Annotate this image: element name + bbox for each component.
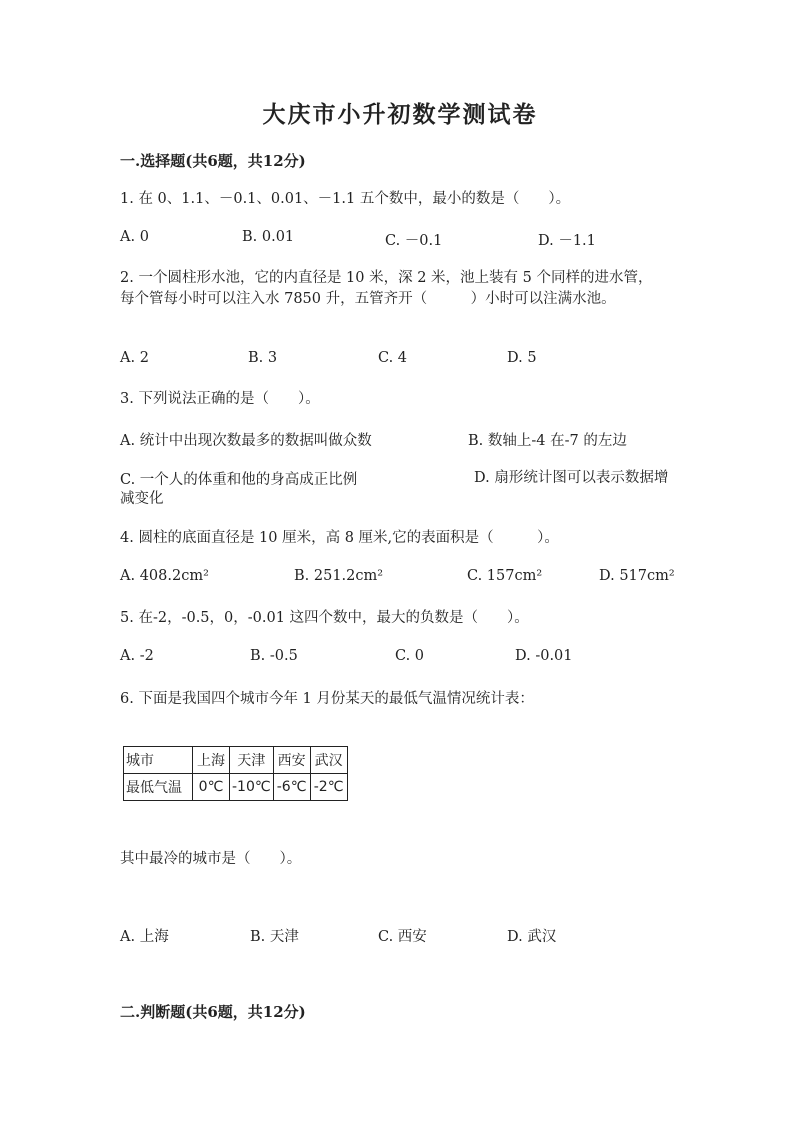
q4-option-a: A. 408.2cm² [120, 568, 209, 584]
table-row [124, 774, 348, 801]
table-cell: 西安 [273, 747, 310, 774]
table-cell: -2℃ [310, 774, 347, 801]
question-1: 1. 在 0、1.1、－0.1、0.01、－1.1 五个数中，最小的数是（ ）。 [120, 191, 571, 207]
q2-option-c: C. 4 [378, 350, 408, 366]
q3-option-a: A. 统计中出现次数最多的数据叫做众数 [120, 433, 372, 449]
q5-option-c: C. 0 [395, 648, 425, 664]
q6-option-c: C. 西安 [378, 929, 427, 945]
q3-option-c: C. 一个人的体重和他的身高成正比例 [120, 472, 358, 488]
q2-option-d: D. 5 [507, 350, 537, 366]
page-title: 大庆市小升初数学测试卷 [262, 101, 538, 128]
q1-option-d: D. －1.1 [538, 233, 596, 249]
q2-option-a: A. 2 [120, 350, 149, 366]
table-cell: 天津 [230, 747, 274, 774]
section-choice-heading: 一.选择题(共6题，共12分) [120, 152, 306, 170]
table-cell: 城市 [124, 747, 193, 774]
question-2: 2. 一个圆柱形水池，它的内直径是 10 米，深 2 米，池上装有 5 个同样的进水管，每个管每小时可以注入水 7850 升，五管齐开（ ）小时可以注满水池。 [120, 270, 653, 307]
table-row [124, 747, 348, 774]
q3-option-b: B. 数轴上-4 在-7 的左边 [468, 433, 627, 449]
table-cell: 上海 [193, 747, 230, 774]
q1-option-a: A. 0 [120, 229, 149, 245]
q5-option-a: A. -2 [120, 648, 154, 664]
table-cell: -6℃ [273, 774, 310, 801]
table-cell: -10℃ [230, 774, 274, 801]
question-3: 3. 下列说法正确的是（ ）。 [120, 391, 320, 407]
question-5: 5. 在-2，-0.5，0，-0.01 这四个数中，最大的负数是（ ）。 [120, 610, 529, 626]
q6-option-a: A. 上海 [120, 929, 169, 945]
q4-option-b: B. 251.2cm² [294, 568, 384, 584]
table-cell: 武汉 [310, 747, 347, 774]
q6-option-b: B. 天津 [250, 929, 299, 945]
q3-option-d: D. 扇形统计图可以表示数据增减变化 [120, 470, 669, 507]
q1-option-b: B. 0.01 [242, 229, 295, 245]
table-cell: 0℃ [193, 774, 230, 801]
question-4: 4. 圆柱的底面直径是 10 厘米，高 8 厘米,它的表面积是（ ）。 [120, 530, 559, 546]
q4-option-c: C. 157cm² [467, 568, 543, 584]
q5-option-b: B. -0.5 [250, 648, 298, 664]
q2-option-b: B. 3 [248, 350, 278, 366]
q5-option-d: D. -0.01 [515, 648, 573, 664]
table-cell: 最低气温 [124, 774, 193, 801]
q4-option-d: D. 517cm² [599, 568, 675, 584]
section-judgment-heading: 二.判断题(共6题，共12分) [120, 1003, 306, 1021]
q6-option-d: D. 武汉 [507, 929, 557, 945]
q1-option-c: C. －0.1 [385, 233, 443, 249]
temperature-table [123, 746, 348, 801]
question-6: 6. 下面是我国四个城市今年 1 月份某天的最低气温情况统计表： [120, 691, 534, 707]
question-6-followup: 其中最冷的城市是（ ）。 [120, 851, 302, 867]
